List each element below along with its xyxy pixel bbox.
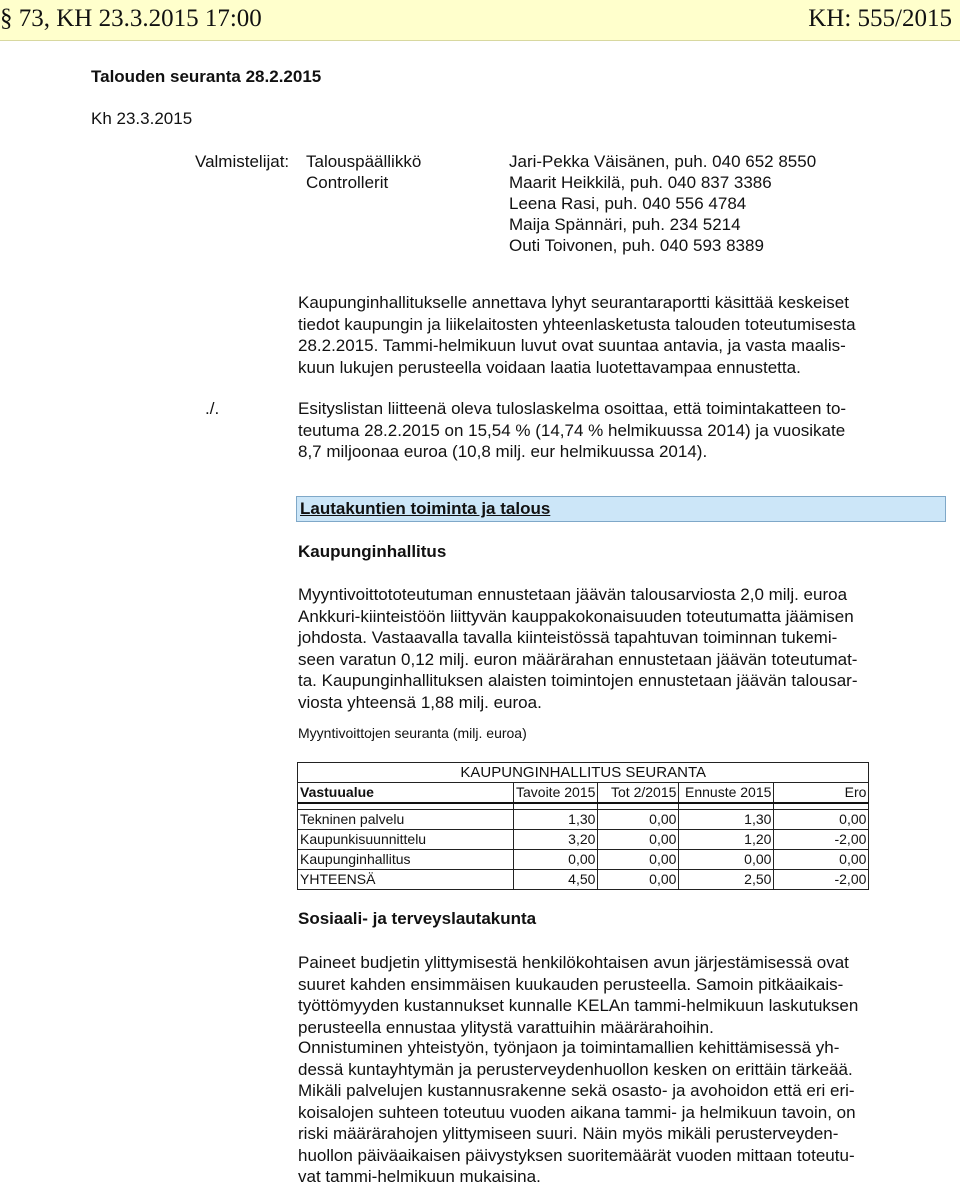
table-caption: Myyntivoittojen seuranta (milj. euroa)	[298, 725, 527, 741]
column-header-ero: Ero	[774, 783, 869, 804]
text-line: Paineet budjetin ylittymisestä henkilökohtaisen avun järjestämisessä ovat	[298, 953, 849, 972]
text-line: 28.2.2015. Tammi-helmikuun luvut ovat suuntaa antavia, ja vasta maalis-	[298, 336, 846, 355]
kaupunginhallitus-heading: Kaupunginhallitus	[298, 542, 447, 561]
text-line: tiedot kaupungin ja liikelaitosten yhteenlasketusta talouden toteutumisesta	[298, 314, 856, 334]
meeting-date: Kh 23.3.2015	[91, 109, 193, 128]
cell-value: 1,30	[679, 809, 774, 829]
preparer-role: Controllerit	[306, 173, 389, 192]
header-section-reference: § 73, KH 23.3.2015 17:00	[0, 5, 262, 32]
preparer-name: Leena Rasi, puh. 040 556 4784	[509, 194, 747, 213]
cell-value: 0,00	[598, 829, 679, 849]
cell-value: 0,00	[774, 849, 869, 869]
preparer-name: Maija Spännäri, puh. 234 5214	[509, 215, 741, 234]
cell-value: 2,50	[679, 869, 774, 889]
preparer-name: Maarit Heikkilä, puh. 040 837 3386	[509, 173, 772, 192]
table-title: KAUPUNGINHALLITUS SEURANTA	[298, 763, 869, 783]
text-line: riski määrärahojen ylittymiseen suuri. Näin myös mikäli perusterveyden-	[298, 1124, 839, 1143]
preparer-role: Talouspäällikkö	[306, 152, 422, 171]
text-line: kuun lukujen perusteella voidaan laatia luotettavampaa ennustetta.	[298, 357, 801, 377]
preparer-name: Jari-Pekka Väisänen, puh. 040 652 8550	[509, 152, 817, 171]
text-line: seen varatun 0,12 milj. euron määrärahan ennustetaan jäävän toteutumat-	[298, 649, 858, 669]
text-line: 8,7 miljoonaa euroa (10,8 milj. eur helmikuussa 2014).	[298, 442, 708, 461]
cell-value: 3,20	[514, 829, 598, 849]
seuranta-table	[297, 762, 869, 890]
text-line: viosta yhteensä 1,88 milj. euroa.	[298, 692, 542, 712]
text-line: Ankkuri-kiinteistöön liittyvän kauppakokonaisuuden toteutumatta jäämisen	[298, 606, 854, 626]
kaupunginhallitus-paragraph	[298, 584, 888, 713]
cell-value: 0,00	[598, 849, 679, 869]
intro-paragraph	[298, 292, 888, 378]
cell-value: 1,20	[679, 829, 774, 849]
text-line: Mikäli palvelujen kustannusrakenne sekä osasto- ja avohoidon että eri eri-	[298, 1081, 855, 1100]
cell-value: 0,00	[598, 809, 679, 829]
row-label: Kaupunkisuunnittelu	[298, 829, 514, 849]
cell-value: 0,00	[598, 869, 679, 889]
text-line: suuret kahden ensimmäisen kuukauden perusteella. Samoin pitkäaikais-	[298, 974, 844, 994]
column-header-vastuualue: Vastuualue	[298, 783, 514, 804]
section-heading-box: Lautakuntien toiminta ja talous	[296, 496, 946, 522]
column-header-ennuste: Ennuste 2015	[679, 783, 774, 804]
header-case-number: KH: 555/2015	[808, 5, 952, 32]
cell-value: -2,00	[774, 869, 869, 889]
attachment-marker: ./.	[205, 399, 220, 418]
table-total-row	[298, 869, 869, 889]
row-label: Kaupunginhallitus	[298, 849, 514, 869]
row-label: Tekninen palvelu	[298, 809, 514, 829]
cell-value: 0,00	[514, 849, 598, 869]
preparers-label: Valmistelijat:	[195, 152, 290, 171]
text-line: ta. Kaupunginhallituksen alaisten toimintojen ennustetaan jäävän talousar-	[298, 671, 858, 690]
row-label: YHTEENSÄ	[298, 869, 514, 889]
text-line: teutuma 28.2.2015 on 15,54 % (14,74 % helmikuussa 2014) ja vuosikate	[298, 420, 846, 440]
sote-paragraph-1	[298, 952, 888, 1038]
preparer-name: Outi Toivonen, puh. 040 593 8389	[509, 236, 764, 255]
text-line: perusteella ennustaa ylitystä varattuihin määrärahoihin.	[298, 1017, 714, 1037]
column-header-tavoite: Tavoite 2015	[514, 783, 598, 804]
text-line: Myyntivoittototeutuman ennustetaan jäävän talousarviosta 2,0 milj. euroa	[298, 585, 848, 604]
text-line: Esityslistan liitteenä oleva tuloslaskelma osoittaa, että toimintakatteen to-	[298, 399, 847, 418]
cell-value: 0,00	[679, 849, 774, 869]
text-line: dessä kuntayhtymän ja perusterveydenhuollon kesken on erittäin tärkeää.	[298, 1059, 853, 1079]
table-row	[298, 849, 869, 869]
text-line: johdosta. Vastaavalla tavalla kiinteistössä tapahtuvan toiminnan tukemi-	[298, 628, 838, 647]
document-title: Talouden seuranta 28.2.2015	[91, 67, 322, 86]
attachment-paragraph	[298, 398, 888, 463]
text-line: vat tammi-helmikuun mukaisina.	[298, 1167, 541, 1186]
cell-value: 4,50	[514, 869, 598, 889]
table-row	[298, 829, 869, 849]
table-row	[298, 809, 869, 829]
cell-value: -2,00	[774, 829, 869, 849]
text-line: Kaupunginhallitukselle annettava lyhyt seurantaraportti käsittää keskeiset	[298, 293, 849, 312]
cell-value: 1,30	[514, 809, 598, 829]
text-line: työttömyyden kustannukset kunnalle KELAn tammi-helmikuun laskutuksen	[298, 996, 859, 1015]
cell-value: 0,00	[774, 809, 869, 829]
text-line: huollon päiväaikaisen päivystyksen suoritemäärät vuoden mittaan toteutu-	[298, 1145, 855, 1165]
text-line: koisalojen suhteen toteutuu vuoden aikana tammi- ja helmikuun tavoin, on	[298, 1102, 856, 1122]
text-line: Onnistuminen yhteistyön, työnjaon ja toimintamallien kehittämisessä yh-	[298, 1038, 840, 1057]
sote-paragraph-2	[298, 1037, 888, 1188]
column-header-toteuma: Tot 2/2015	[598, 783, 679, 804]
sote-heading: Sosiaali- ja terveyslautakunta	[298, 909, 537, 928]
